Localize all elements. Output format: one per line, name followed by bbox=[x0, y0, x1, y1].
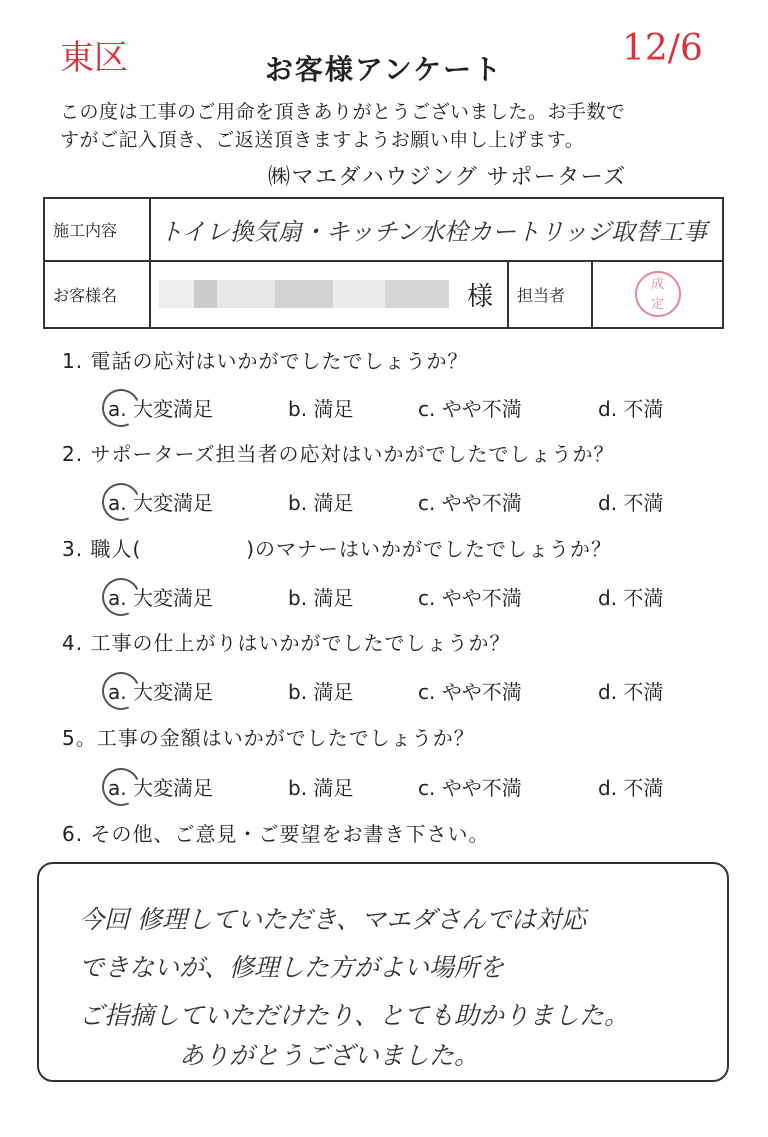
intro-text-line2: すがご記入頂き、ご返送頂きますようお願い申し上げます。 bbox=[60, 129, 585, 151]
q2-option-b[interactable]: b. 満足 bbox=[288, 491, 354, 515]
company-name: ㈱マエダハウジング サポーターズ bbox=[268, 165, 627, 190]
q5-option-c[interactable]: c. やや不満 bbox=[418, 776, 522, 800]
q5-option-d[interactable]: d. 不満 bbox=[598, 776, 664, 800]
q5-option-b[interactable]: b. 満足 bbox=[288, 776, 354, 800]
question-2: 2. サポーターズ担当者の応対はいかがでしたでしょうか？ bbox=[62, 442, 615, 466]
q2-option-d[interactable]: d. 不満 bbox=[598, 491, 664, 515]
question-4: 4. 工事の仕上がりはいかがでしたでしょうか？ bbox=[62, 631, 511, 655]
page-title: お客様アンケート bbox=[264, 53, 504, 86]
selection-circle bbox=[97, 478, 146, 527]
comment-line-3: ご指摘していただけたり、とても助かりました。 bbox=[79, 1001, 630, 1030]
staff-cell[interactable] bbox=[592, 261, 723, 328]
comment-line-2: できないが、修理した方がよい場所を bbox=[79, 953, 505, 982]
q1-option-a[interactable]: a. 大変満足 bbox=[108, 393, 213, 422]
selection-circle bbox=[97, 763, 146, 812]
q4-option-d[interactable]: d. 不満 bbox=[598, 680, 664, 704]
question-6: 6. その他、ご意見・ご要望をお書き下さい。 bbox=[62, 822, 490, 846]
q1-option-b[interactable]: b. 満足 bbox=[288, 397, 354, 421]
q5-option-a[interactable]: a. 大変満足 bbox=[108, 772, 213, 801]
q2-option-c[interactable]: c. やや不満 bbox=[418, 491, 522, 515]
honorific: 様 bbox=[467, 281, 494, 312]
selection-circle bbox=[97, 384, 146, 433]
q1-option-d[interactable]: d. 不満 bbox=[598, 397, 664, 421]
customer-label: お客様名 bbox=[44, 261, 150, 328]
question-5: 5。工事の金額はいかがでしたでしょうか？ bbox=[62, 726, 475, 750]
work-value[interactable]: トイレ換気扇・キッチン水栓カートリッジ取替工事 bbox=[150, 198, 723, 261]
comment-line-4: ありがとうございました。 bbox=[179, 1041, 480, 1070]
question-1: 1. 電話の応対はいかがでしたでしょうか？ bbox=[62, 349, 469, 373]
customer-name-redacted bbox=[159, 280, 449, 308]
q4-option-c[interactable]: c. やや不満 bbox=[418, 680, 522, 704]
q1-option-c[interactable]: c. やや不満 bbox=[418, 397, 522, 421]
staff-label: 担当者 bbox=[508, 261, 592, 328]
q2-option-a[interactable]: a. 大変満足 bbox=[108, 487, 213, 516]
district-handwritten: 東区 bbox=[60, 38, 128, 78]
q4-option-a[interactable]: a. 大変満足 bbox=[108, 676, 213, 705]
q3-option-b[interactable]: b. 満足 bbox=[288, 586, 354, 610]
q3-option-c[interactable]: c. やや不満 bbox=[418, 586, 522, 610]
date-handwritten: 12/6 bbox=[622, 28, 703, 69]
q3-option-d[interactable]: d. 不満 bbox=[598, 586, 664, 610]
work-label: 施工内容 bbox=[44, 198, 150, 261]
intro-text-line1: この度は工事のご用命を頂きありがとうございました。お手数で bbox=[60, 101, 626, 123]
staff-stamp: 成 定 bbox=[635, 271, 681, 317]
q4-option-b[interactable]: b. 満足 bbox=[288, 680, 354, 704]
selection-circle bbox=[97, 573, 146, 622]
comment-box[interactable] bbox=[37, 862, 729, 1082]
selection-circle bbox=[97, 667, 146, 716]
customer-name-cell[interactable] bbox=[150, 261, 508, 328]
q3-option-a[interactable]: a. 大変満足 bbox=[108, 582, 213, 611]
info-table bbox=[43, 197, 724, 329]
question-3: 3. 職人( )のマナーはいかがでしたでしょうか？ bbox=[62, 537, 613, 561]
comment-line-1: 今回 修理していただき、マエダさんでは対応 bbox=[79, 905, 586, 934]
